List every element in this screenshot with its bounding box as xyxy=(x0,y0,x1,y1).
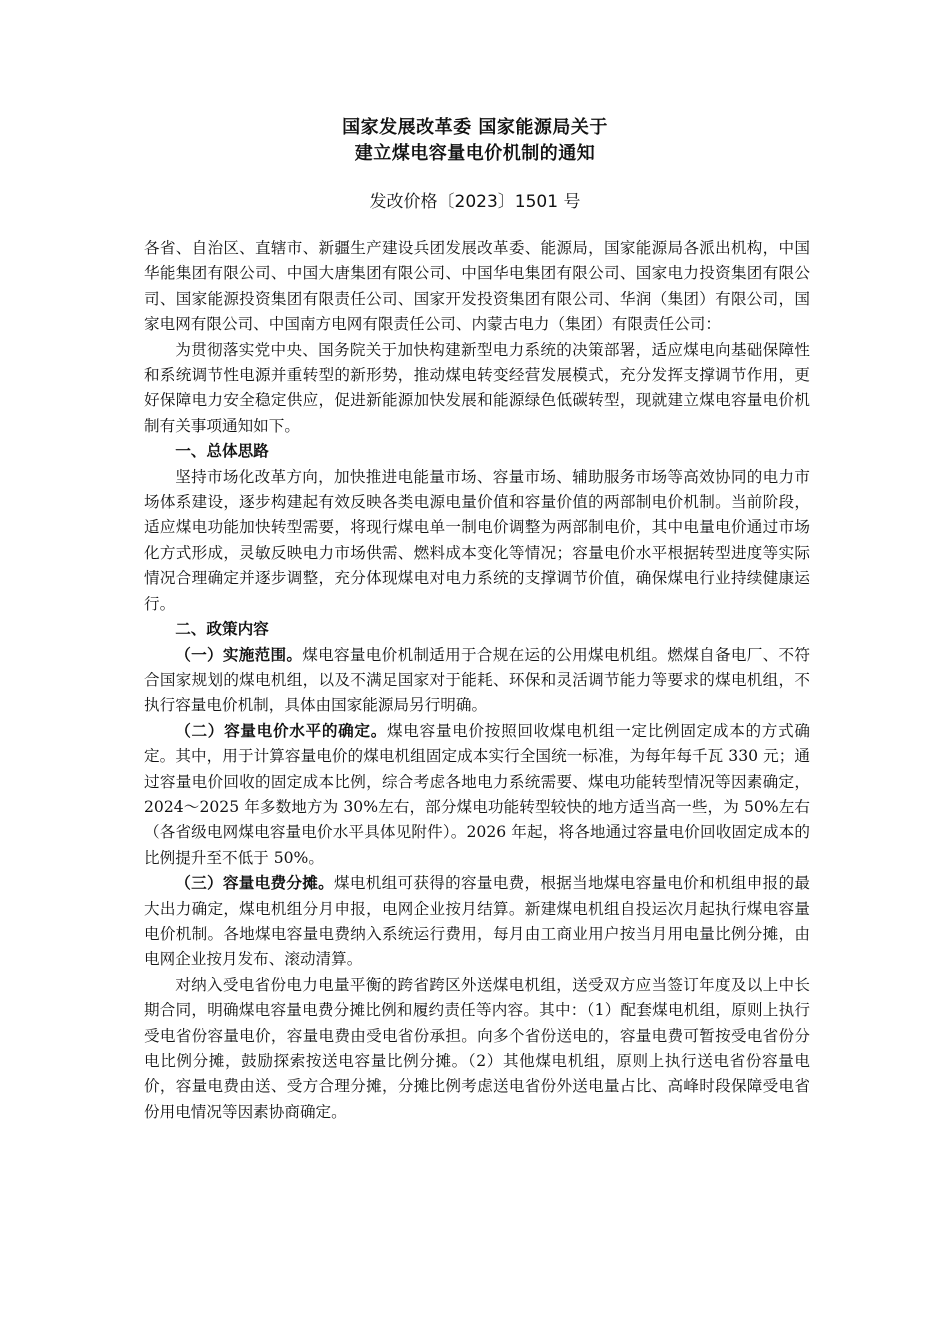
item-3-text: 煤电机组可获得的容量电费，根据当地煤电容量电价和机组申报的最大出力确定，煤电机组分月申报，电网企业按月结算。新建煤电机组自投运次月起执行煤电容量电价机制。各地煤电容量电费纳入系统运行费用，每月由工商业用户按当月用电量比例分摊，由电网企业按月发布、滚动清算。 xyxy=(144,874,810,969)
section-1-heading: 一、总体思路 xyxy=(175,442,269,461)
item-1-paragraph xyxy=(144,643,810,719)
item-3-paragraph xyxy=(144,871,810,973)
document-title-line-2: 建立煤电容量电价机制的通知 xyxy=(354,143,596,164)
section-2-heading: 二、政策内容 xyxy=(175,620,269,639)
item-1-lead: （一）实施范围。 xyxy=(175,645,303,664)
intro-paragraph: 为贯彻落实党中央、国务院关于加快构建新型电力系统的决策部署，适应煤电向基础保障性和系统调节性电源并重转型的新形势，推动煤电转变经营发展模式，充分发挥支撑调节作用，更好保障电力安全稳定供应，促进新能源加快发展和能源绿色低碳转型，现就建立煤电容量电价机制有关事项通知如下。 xyxy=(144,340,810,435)
addressees: 各省、自治区、直辖市、新疆生产建设兵团发展改革委、能源局，国家能源局各派出机构，中国华能集团有限公司、中国大唐集团有限公司、中国华电集团有限公司、国家电力投资集团有限公司、国家能源投资集团有限责任公司、国家开发投资集团有限公司、华润（集团）有限公司，国家电网有限公司、中国南方电网有限责任公司、内蒙古电力（集团）有限责任公司： xyxy=(144,239,810,334)
document-body xyxy=(144,236,810,1125)
item-3-paragraph-2: 对纳入受电省份电力电量平衡的跨省跨区外送煤电机组，送受双方应当签订年度及以上中长期合同，明确煤电容量电费分摊比例和履约责任等内容。其中：（1）配套煤电机组，原则上执行受电省份容量电价，容量电费由受电省份承担。向多个省份送电的，容量电费可暂按受电省份分电比例分摊，鼓励探索按送电容量比例分摊。（2）其他煤电机组，原则上执行送电省份容量电价，容量电费由送、受方合理分摊，分摊比例考虑送电省份外送电量占比、高峰时段保障受电省份用电情况等因素协商确定。 xyxy=(144,975,810,1121)
item-2-paragraph xyxy=(144,719,810,871)
item-3-lead: （三）容量电费分摊。 xyxy=(175,874,334,893)
document-title-line-1: 国家发展改革委 国家能源局关于 xyxy=(342,117,608,138)
item-2-lead: （二）容量电价水平的确定。 xyxy=(175,721,388,740)
item-2-text: 煤电容量电价按照回收煤电机组一定比例固定成本的方式确定。其中，用于计算容量电价的煤电机组固定成本实行全国统一标准，为每年每千瓦 330 元；通过容量电价回收的固定成本比例，综合考虑各地电力系统需要、煤电功能转型情况等因素确定，2024～2025 年多数地方为 30%左右，部分煤电功能转型较快的地方适当高一些，为 50%左右（各省级电网煤电容量电价水平具体见附件）。2026 年起，将各地通过容量电价回收固定成本的比例提升至不低于 50%。 xyxy=(144,721,810,867)
section-1-paragraph: 坚持市场化改革方向，加快推进电能量市场、容量市场、辅助服务市场等高效协同的电力市场体系建设，逐步构建起有效反映各类电源电量价值和容量价值的两部制电价机制。当前阶段，适应煤电功能加快转型需要，将现行煤电单一制电价调整为两部制电价，其中电量电价通过市场化方式形成，灵敏反映电力市场供需、燃料成本变化等情况；容量电价水平根据转型进度等实际情况合理确定并逐步调整，充分体现煤电对电力系统的支撑调节价值，确保煤电行业持续健康运行。 xyxy=(144,467,810,613)
item-1-text: 煤电容量电价机制适用于合规在运的公用煤电机组。燃煤自备电厂、不符合国家规划的煤电机组，以及不满足国家对于能耗、环保和灵活调节能力等要求的煤电机组，不执行容量电价机制，具体由国家能源局另行明确。 xyxy=(144,645,810,715)
document-number: 发改价格〔2023〕1501 号 xyxy=(369,192,581,212)
